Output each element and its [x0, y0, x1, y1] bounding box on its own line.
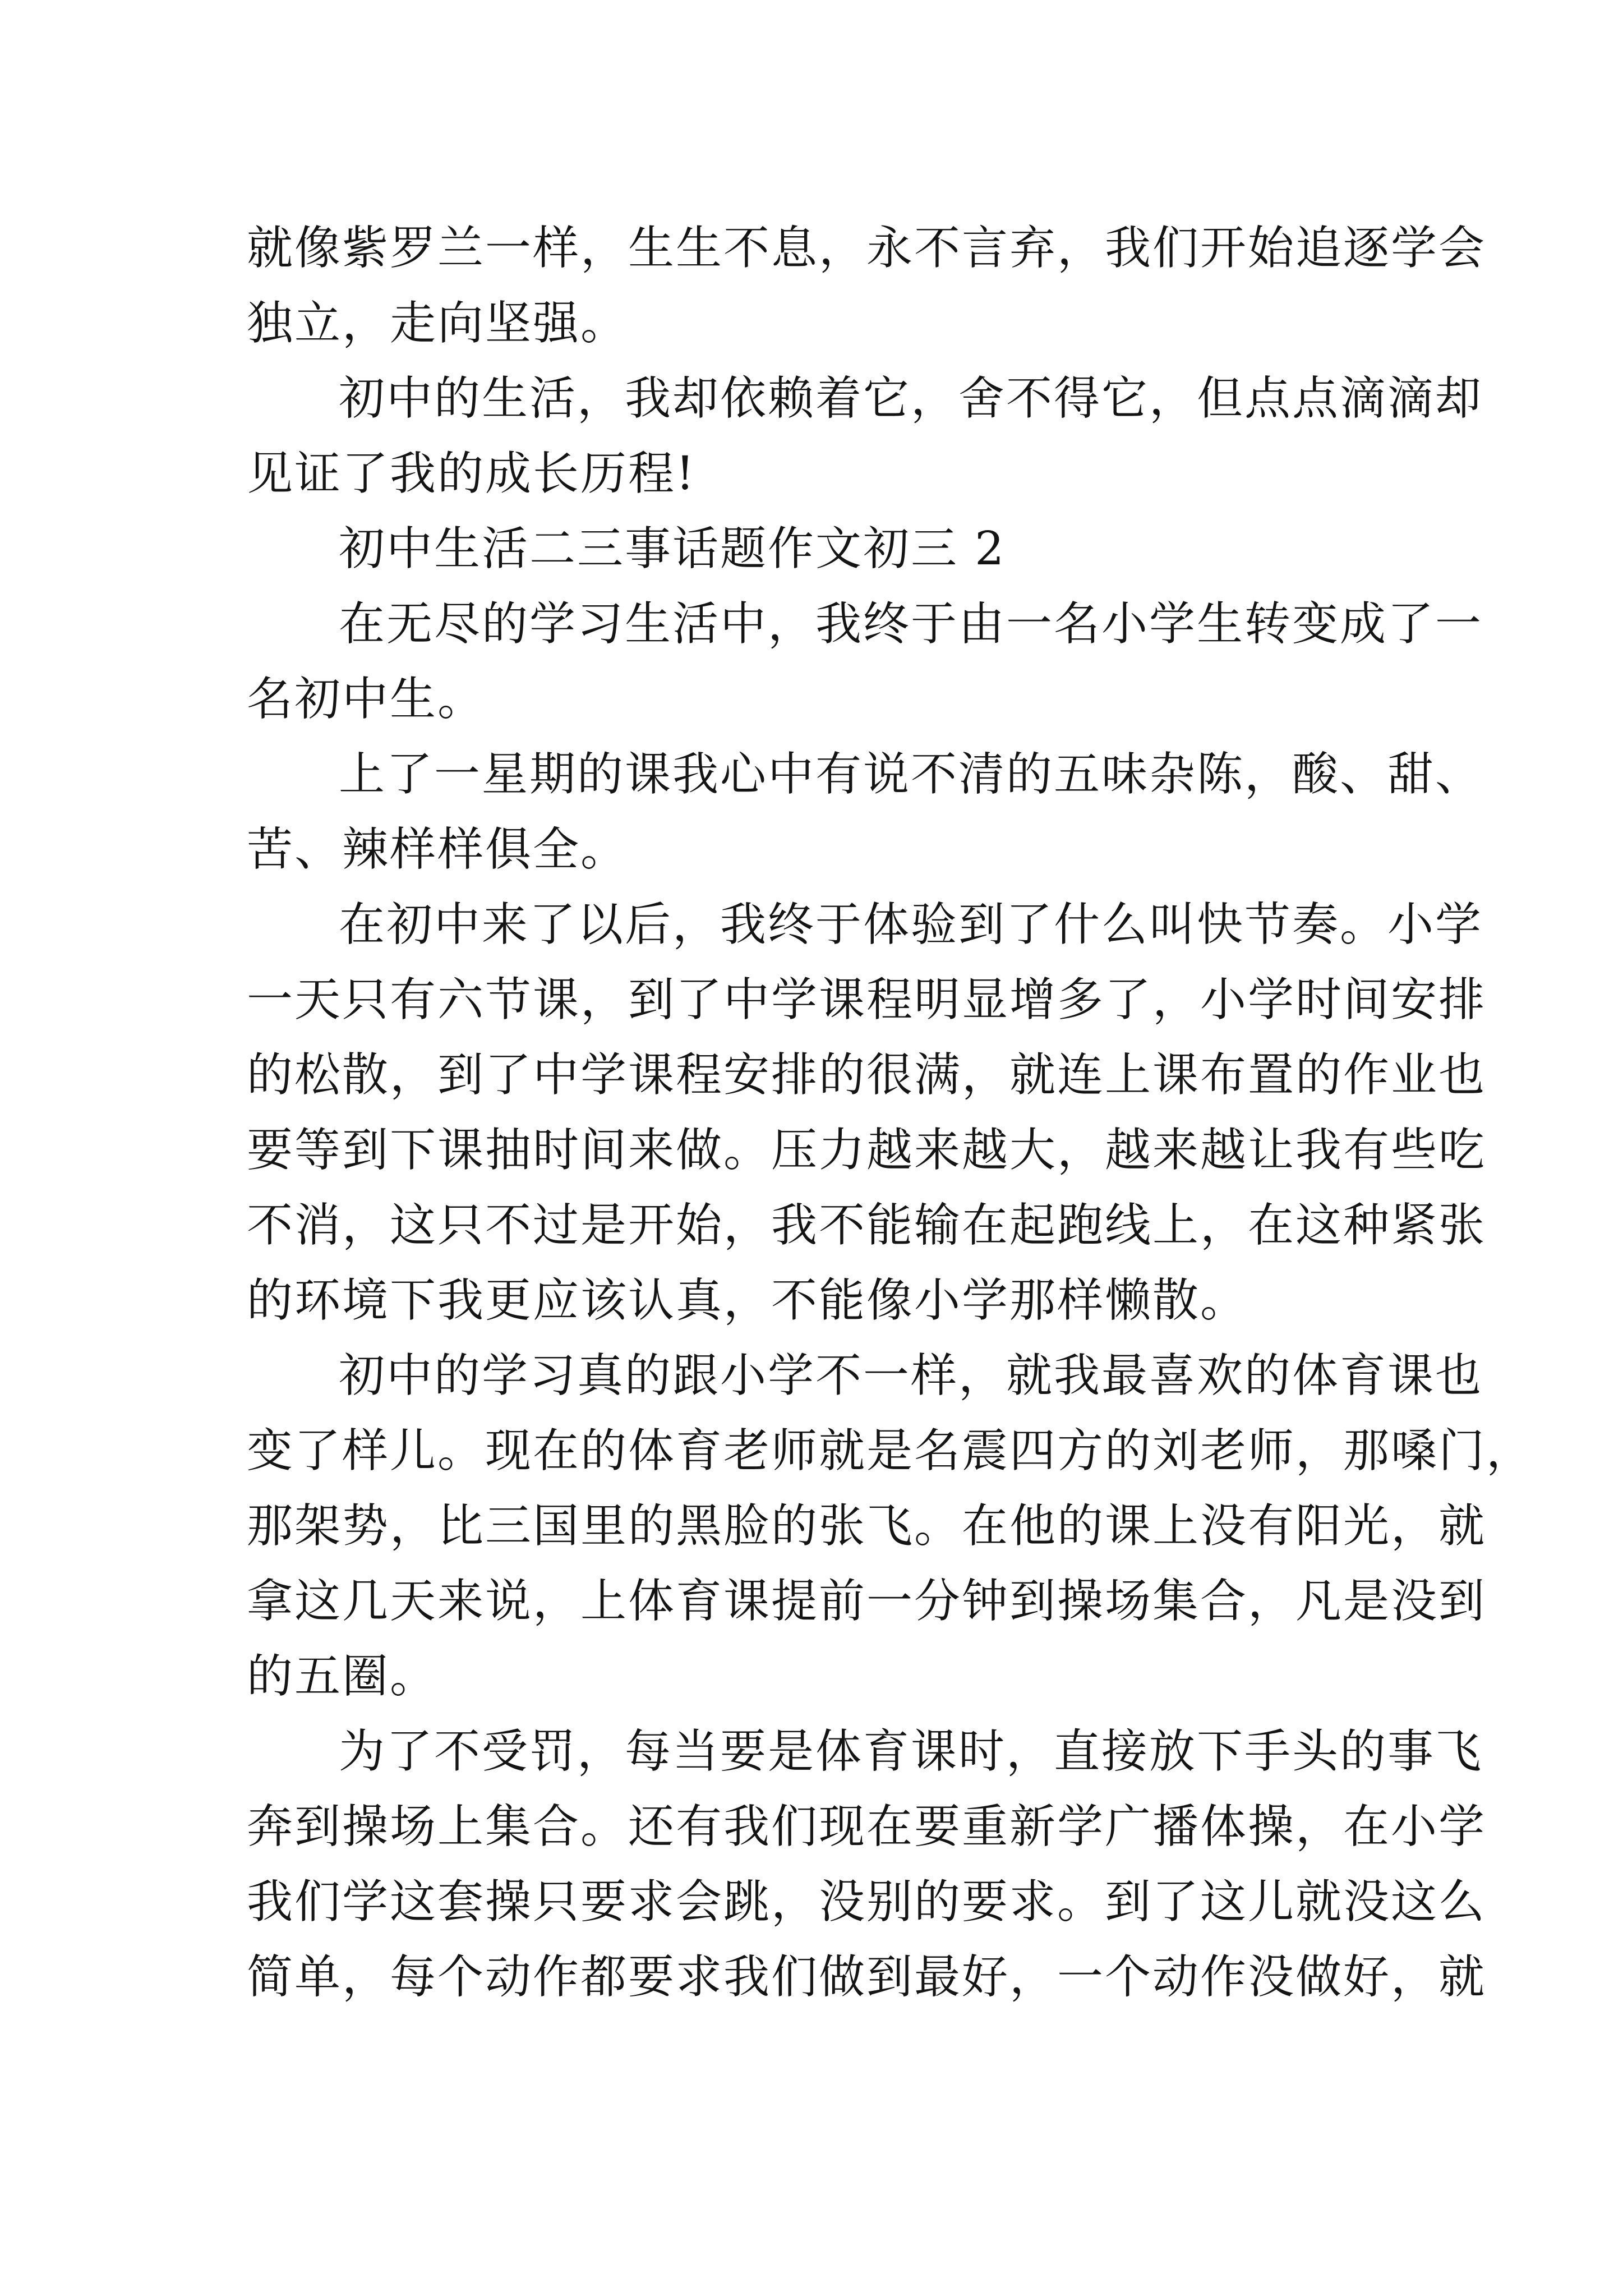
- paragraph-p7: [247, 1338, 1534, 1714]
- text-line: 初中的生活，我却依赖着它，舍不得它，但点点滴滴却: [339, 372, 1483, 425]
- text-line: 那架势，比三国里的黑脸的张飞。在他的课上没有阳光，就: [247, 1499, 1487, 1553]
- paragraph-p4: [247, 587, 1483, 737]
- text-line: 一天只有六节课，到了中学课程明显增多了，小学时间安排: [247, 973, 1487, 1027]
- text-line: 初中的学习真的跟小学不一样，就我最喜欢的体育课也: [339, 1349, 1483, 1402]
- text-line: 不消，这只不过是开始，我不能输在起跑线上，在这种紧张: [247, 1199, 1487, 1252]
- text-line: 苦、辣样样俱全。: [247, 823, 629, 876]
- text-line: 独立，走向坚强。: [247, 297, 629, 350]
- paragraph-p2: [247, 361, 1483, 512]
- paragraph-p6: [247, 887, 1487, 1338]
- text-line: 上了一星期的课我心中有说不清的五味杂陈，酸、甜、: [339, 748, 1483, 801]
- text-line: 简单，每个动作都要求我们做到最好，一个动作没做好，就: [247, 1950, 1487, 2004]
- text-line: 奔到操场上集合。还有我们现在要重新学广播体操，在小学: [247, 1800, 1487, 1853]
- text-line: 初中生活二三事话题作文初三 2: [339, 522, 1006, 576]
- text-line: 的环境下我更应该认真，不能像小学那样懒散。: [247, 1274, 1248, 1327]
- text-line: 见证了我的成长历程!: [247, 447, 696, 500]
- text-line: 的松散，到了中学课程安排的很满，就连上课布置的作业也: [247, 1048, 1487, 1102]
- text-line: 名初中生。: [247, 673, 486, 726]
- text-line: 在初中来了以后，我终于体验到了什么叫快节奏。小学: [339, 898, 1483, 951]
- text-line: 我们学这套操只要求会跳，没别的要求。到了这儿就没这么: [247, 1875, 1487, 1929]
- text-line: 为了不受罚，每当要是体育课时，直接放下手头的事飞: [339, 1725, 1483, 1778]
- text-line: 变了样儿。现在的体育老师就是名震四方的刘老师，那嗓门，: [247, 1424, 1534, 1478]
- paragraph-p8: [247, 1714, 1487, 2015]
- paragraph-p1: [247, 211, 1487, 361]
- text-line: 的五圈。: [247, 1650, 438, 1703]
- text-line: 要等到下课抽时间来做。压力越来越大，越来越让我有些吃: [247, 1124, 1487, 1177]
- text-line: 在无尽的学习生活中，我终于由一名小学生转变成了一: [339, 597, 1483, 651]
- paragraph-p3: [247, 512, 1413, 587]
- paragraph-p5: [247, 737, 1483, 887]
- text-line: 就像紫罗兰一样，生生不息，永不言弃，我们开始追逐学会: [247, 222, 1487, 275]
- document-body: [247, 211, 1534, 2015]
- text-line: 拿这几天来说，上体育课提前一分钟到操场集合，凡是没到: [247, 1575, 1487, 1628]
